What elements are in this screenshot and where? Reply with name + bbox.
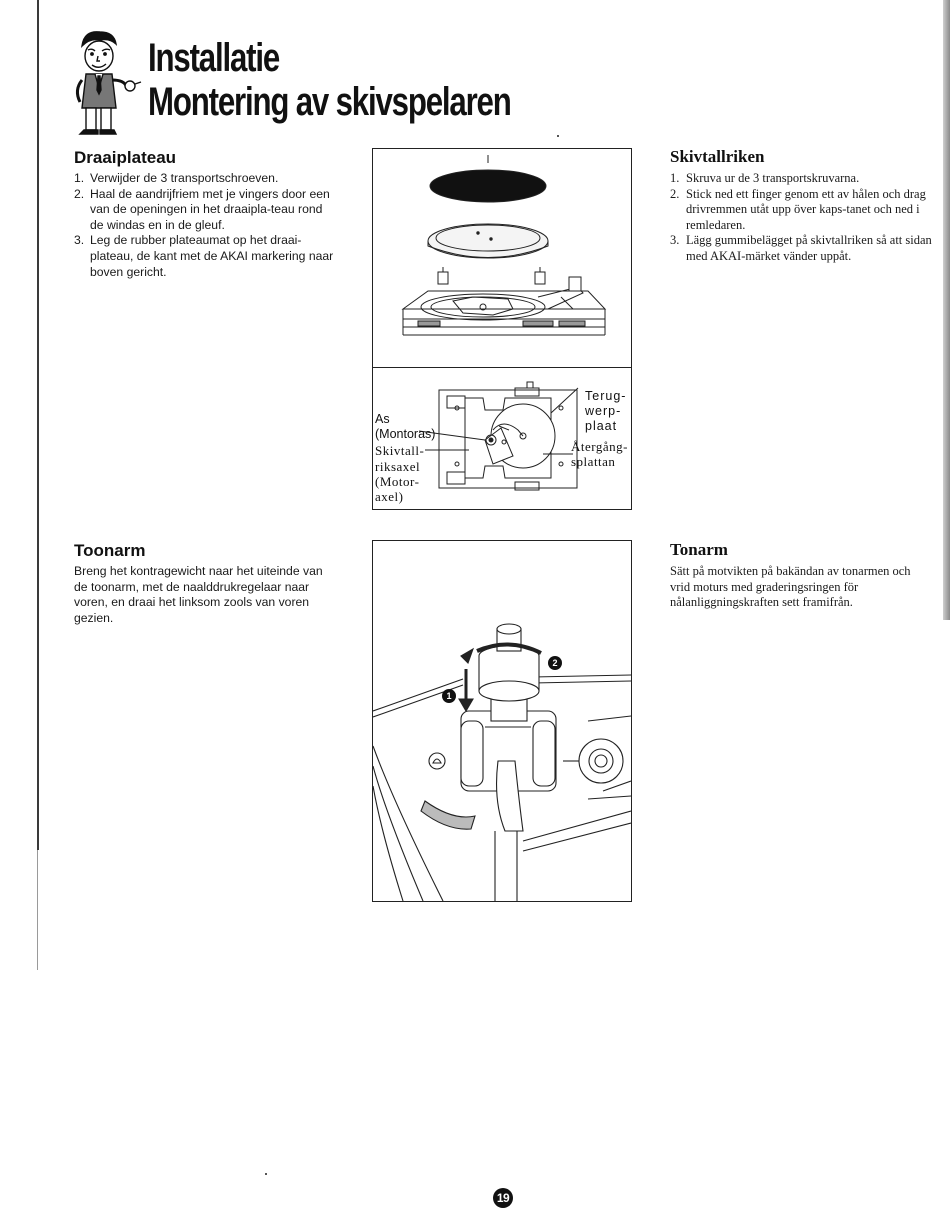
heading-draaiplateau: Draaiplateau <box>74 148 177 167</box>
list-item: 3. Leg de rubber plateaumat op het draai-plateau, de kant met de AKAI markering naar boven gericht. <box>74 233 334 279</box>
speck <box>557 135 559 137</box>
draaiplateau-steps <box>74 171 336 280</box>
page-edge-shadow-right <box>943 0 950 620</box>
step-marker-2: 2 <box>552 658 558 668</box>
label-splattan: splattan <box>571 454 616 469</box>
page-edge-shadow-left-faint <box>37 850 38 970</box>
page-title-dutch: Installatie <box>148 36 280 80</box>
toonarm-instructions: Breng het kontragewicht naar het uiteinde van de toonarm, met de naalddrukregelaar naar voren, en draai het linksom zools van voren gezien. <box>74 564 323 625</box>
label-riksaxel: riksaxel <box>375 459 421 474</box>
counterweight-illustration <box>373 541 631 901</box>
label-axel: axel) <box>375 489 404 504</box>
list-item: 2. Stick ned ett finger genom ett av hålen och drag drivremmen utåt upp över kaps-tanet och ned i remledaren. <box>670 186 926 232</box>
speck <box>265 1173 267 1175</box>
label-as: As <box>375 412 390 426</box>
page-number: 19 <box>493 1188 513 1208</box>
page-edge-shadow-left <box>37 0 39 850</box>
skivtallriken-steps <box>670 171 932 265</box>
list-item: 2. Haal de aandrijfriem met je vingers door een van de openingen in het draaipla-teau rond de windas en in de gleuf. <box>74 186 330 232</box>
label-atergang: Återgång- <box>571 439 628 454</box>
heading-tonarm: Tonarm <box>670 540 728 559</box>
label-werp: werp- <box>585 404 622 418</box>
list-item: 1. Skruva ur de 3 transportskruvarna. <box>670 171 860 185</box>
tonarm-instructions: Sätt på motvikten på bakändan av tonarmen och vrid moturs med graderingsringen för nålanliggningskraften sett framifrån. <box>670 564 911 610</box>
turntable-exploded-illustration <box>373 149 631 365</box>
page-title-swedish: Montering av skivspelaren <box>148 80 511 124</box>
heading-toonarm: Toonarm <box>74 541 146 560</box>
label-plaat: plaat <box>585 419 618 433</box>
label-terug: Terug- <box>585 389 627 403</box>
cartoon-man-pointing-icon <box>70 28 142 140</box>
heading-skivtallriken: Skivtallriken <box>670 147 765 166</box>
label-montoras: (Montoras) <box>375 427 436 441</box>
turntable-assembly-figure <box>372 148 632 510</box>
label-skivtall: Skivtall- <box>375 443 425 458</box>
counterweight-figure <box>372 540 632 902</box>
step-marker-1: 1 <box>446 691 452 701</box>
list-item: 1. Verwijder de 3 transportschroeven. <box>74 171 279 185</box>
list-item: 3. Lägg gummibelägget på skivtallriken så att sidan med AKAI-märket vänder uppåt. <box>670 233 932 263</box>
label-motor: (Motor- <box>375 474 420 489</box>
